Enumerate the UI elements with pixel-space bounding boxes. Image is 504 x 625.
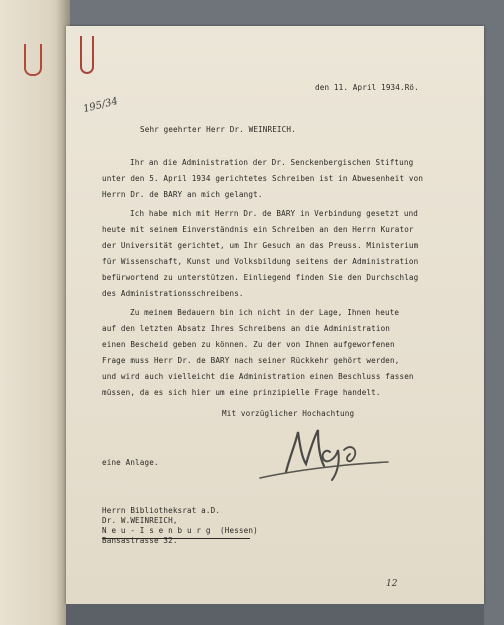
paragraph-2-line-4: für Wissenschaft, Kunst und Volksbildung seitens der Administration	[102, 257, 419, 266]
underlying-sheet	[0, 0, 70, 625]
paragraph-1-line-1: Ihr an die Administration der Dr. Senckenbergischen Stiftung	[130, 158, 414, 167]
paragraph-2-line-6: des Administrationsschreibens.	[102, 289, 244, 298]
paragraph-3-line-3: einen Bescheid geben zu können. Zu der von Ihnen aufgeworfenen	[102, 340, 395, 349]
paragraph-3-line-1: Zu meinem Bedauern bin ich nicht in der Lage, Ihnen heute	[130, 308, 400, 317]
handwritten-page-note: 12	[386, 579, 398, 589]
paragraph-1-line-3: Herrn Dr. de BARY an mich gelangt.	[102, 190, 263, 199]
salutation: Sehr geehrter Herr Dr. WEINREICH.	[140, 125, 296, 134]
paragraph-3-line-4: Frage muss Herr Dr. de BARY nach seiner Rückkehr gehört werden,	[102, 356, 400, 365]
scan-background-strip	[66, 604, 484, 625]
paragraph-3-line-6: müssen, da es sich hier um eine prinzipielle Frage handelt.	[102, 388, 381, 397]
paragraph-1-line-2: unter den 5. April 1934 gerichtetes Schreiben ist in Abwesenheit von	[102, 174, 424, 183]
paragraph-2-line-2: heute mit seinem Einverständnis ein Schreiben an den Herrn Kurator	[102, 225, 414, 234]
address-line-4: Bansastrasse 32.	[102, 536, 178, 545]
paragraph-2-line-5: befürwortend zu unterstützen. Einliegend finden Sie den Durchschlag	[102, 273, 419, 282]
address-line-1: Herrn Bibliotheksrat a.D.	[102, 506, 221, 515]
handwritten-file-note: 195/34	[82, 95, 119, 116]
paragraph-2-line-3: der Universität gerichtet, um Ihr Gesuch an das Preuss. Ministerium	[102, 241, 419, 250]
paper-clip-top	[80, 36, 94, 74]
paper-clip-left	[24, 44, 42, 76]
address-line-3: N e u - I s e n b u r g (Hessen)	[102, 526, 258, 535]
paragraph-3-line-5: und wird auch vielleicht die Administration einen Beschluss fassen	[102, 372, 414, 381]
enclosure-note: eine Anlage.	[102, 458, 159, 467]
closing-phrase: Mit vorzüglicher Hochachtung	[222, 409, 355, 418]
signature-mark	[256, 424, 394, 486]
address-line-2: Dr. W.WEINREICH,	[102, 516, 178, 525]
paragraph-3-line-2: auf den letzten Absatz Ihres Schreibens an die Administration	[102, 324, 391, 333]
paragraph-2-line-1: Ich habe mich mit Herrn Dr. de BARY in Verbindung gesetzt und	[130, 209, 419, 218]
letter-date: den 11. April 1934.Rö.	[315, 83, 419, 92]
